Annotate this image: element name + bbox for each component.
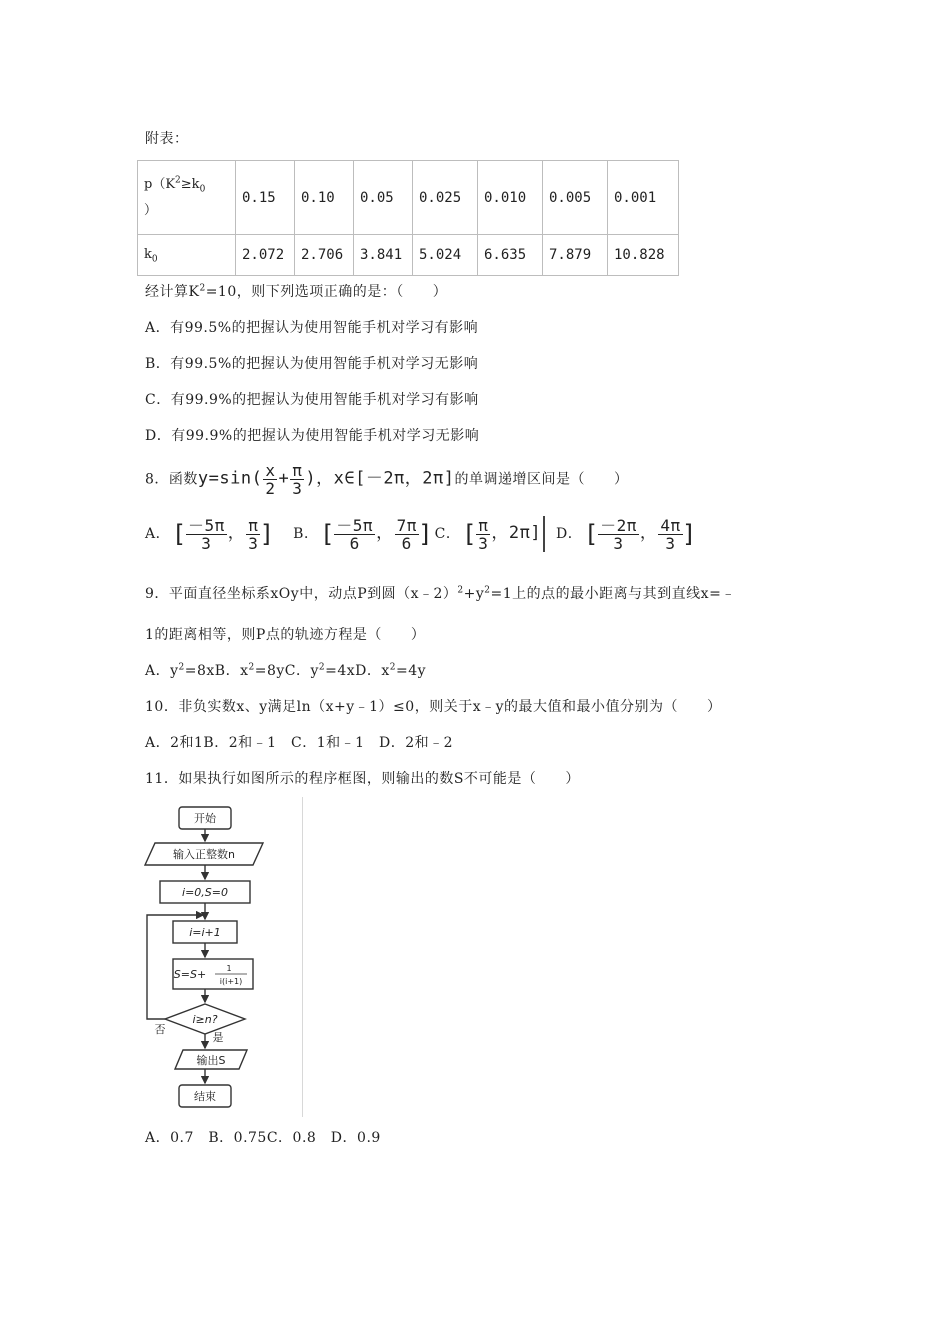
q10-stem: 10．非负实数x、y满足ln（x+y﹣1）≤0，则关于x﹣y的最大值和最小值分别为（ ）	[145, 699, 722, 715]
flow-update-num: 1	[226, 964, 232, 973]
fraction: $\frac{-2\pi}{3}$	[600, 515, 637, 553]
q11-options: A．0.7 B．0.75C．0.8 D．0.9	[145, 1130, 381, 1146]
fraction: $\frac{x}{2}$	[265, 461, 276, 498]
flow-output-label: 输出S	[196, 1054, 226, 1067]
flow-update-label: S=S+	[173, 968, 207, 981]
flow-condition-label: i≥n?	[192, 1013, 218, 1026]
table-cell: 10.828	[608, 235, 679, 276]
table-row-k0	[138, 235, 679, 276]
fraction: $\frac{\pi}{3}$	[292, 461, 303, 498]
flow-start-label: 开始	[194, 812, 216, 825]
q8-stem: 8．函数y=sin( $\frac{x}{2}$ + $\frac{\pi}{3}$ )，x∈[－2π，2π]的单调递增区间是（ ）	[145, 461, 629, 498]
q9-stem-line2: 1的距离相等，则P点的轨迹方程是（ ）	[145, 627, 426, 643]
figure-border-line	[302, 797, 303, 1117]
q7-option-a: A．有99.5%的把握认为使用智能手机对学习有影响	[145, 320, 479, 336]
table-cell: 0.005	[543, 161, 608, 235]
flow-init-label: i=0,S=0	[182, 886, 228, 899]
flow-no-label: 否	[154, 1023, 166, 1036]
table-cell: 3.841	[354, 235, 413, 276]
fraction: $\frac{-5\pi}{6}$	[336, 515, 374, 553]
bracket-bar	[543, 516, 545, 552]
q8-options: A． [ $\frac{-5\pi}{3}$ ， $\frac{\pi}{3}$ ] B． [ $\frac{-5\pi}{6}$ ， $\frac{7\pi}{6}$ ] C． [ $\frac{\pi}{3}$ ，2π] D． [ $\frac{-2\pi}{3}$ ， $\frac{4\pi}{3}$ ]	[145, 515, 694, 553]
q7-option-c: C．有99.9%的把握认为使用智能手机对学习有影响	[145, 392, 479, 408]
chi-square-table	[137, 160, 679, 276]
fraction: $\frac{\pi}{3}$	[478, 515, 489, 553]
flow-yes-label: 是	[212, 1031, 224, 1044]
flow-end-label: 结束	[194, 1090, 216, 1103]
table-cell: 2.706	[295, 235, 354, 276]
fraction: $\frac{\pi}{3}$	[248, 515, 259, 553]
table-cell: 0.010	[478, 161, 543, 235]
table-cell: 2.072	[236, 235, 295, 276]
table-cell: 0.15	[236, 161, 295, 235]
table-cell: 6.635	[478, 235, 543, 276]
q7-option-b: B．有99.5%的把握认为使用智能手机对学习无影响	[145, 356, 479, 372]
flow-inc-label: i=i+1	[189, 926, 221, 939]
q7-stem: 经计算$K^2=10$，则下列选项正确的是：（ ）	[145, 283, 448, 300]
table-header-p: $p(K^2\ge k_0$ ）	[138, 161, 236, 235]
table-cell: 0.10	[295, 161, 354, 235]
table-cell: 5.024	[413, 235, 478, 276]
q9-stem-line1: 9．平面直径坐标系xOy中，动点P到圆$(x﹣2)^2+y^2=1$上的点的最小距离与其到直线x=﹣	[145, 585, 736, 602]
q11-stem: 11．如果执行如图所示的程序框图，则输出的数S不可能是（ ）	[145, 771, 580, 787]
table-header-k0: $k_0$	[138, 235, 236, 276]
program-flowchart	[135, 797, 295, 1117]
table-cell: 0.025	[413, 161, 478, 235]
fraction: $\frac{7\pi}{6}$	[396, 515, 417, 553]
fraction: $\frac{4\pi}{3}$	[660, 515, 681, 553]
q9-options: A．$y^2=8xB$．$x^2=8yC$．$y^2=4xD$．$x^2=4y$	[145, 662, 427, 679]
table-cell: 0.001	[608, 161, 679, 235]
flow-input-label: 输入正整数n	[173, 848, 235, 861]
fraction: $\frac{-5\pi}{3}$	[187, 515, 225, 553]
table-cell: 7.879	[543, 235, 608, 276]
appendix-label: 附表：	[145, 131, 189, 147]
q7-option-d: D．有99.9%的把握认为使用智能手机对学习无影响	[145, 428, 480, 444]
table-cell: 0.05	[354, 161, 413, 235]
q10-options: A．2和1B．2和﹣1 C．1和﹣1 D．2和﹣2	[145, 735, 454, 751]
flow-update-den: i(i+1)	[219, 977, 243, 986]
table-row-p	[138, 161, 679, 235]
